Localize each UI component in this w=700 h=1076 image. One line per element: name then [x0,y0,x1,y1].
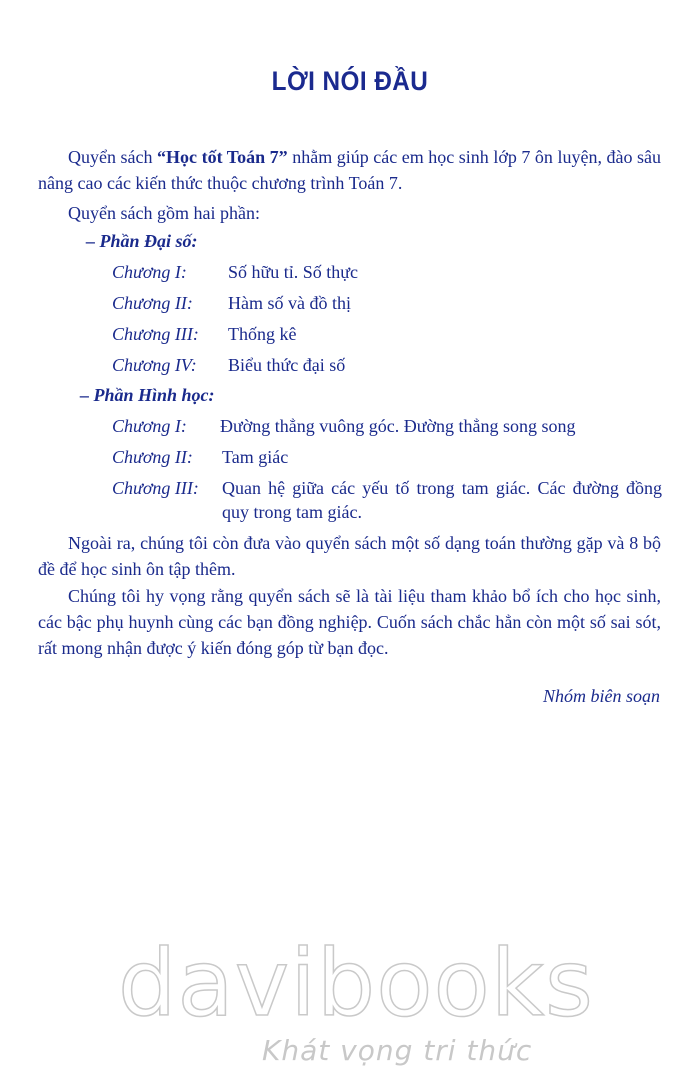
chapter-label: Chương III: [112,478,199,498]
chapter-title: Đường thẳng vuông góc. Đường thẳng song song [220,416,576,436]
chapter-title: Hàm số và đồ thị [228,293,351,313]
chapter-label: Chương II: [112,293,193,313]
algebra-heading: – Phần Đại số: [86,231,198,251]
watermark-brand: davibooks [118,930,594,1037]
extra-paragraph: Ngoài ra, chúng tôi còn đưa vào quyển sách một số dạng toán thường gặp và 8 bộ đề để học sinh ôn tập thêm. [38,533,661,579]
chapter-label: Chương I: [112,416,187,436]
chapter-title: Quan hệ giữa các yếu tố trong tam giác. Các đường đồng quy trong tam giác. [222,478,662,522]
chapter-title: Biểu thức đại số [228,355,346,375]
page-title: LỜI NÓI ĐẦU [271,66,429,96]
geometry-chapter-3 [112,476,672,526]
geometry-chapter-1 [112,414,672,438]
watermark-slogan: Khát vọng tri thức [262,1034,533,1067]
chapter-label: Chương III: [112,324,199,344]
chapter-label: Chương IV: [112,355,197,375]
geometry-chapter-2 [112,445,672,469]
algebra-chapter-2 [112,291,672,315]
watermark-logo [0,930,700,1067]
algebra-chapter-4 [112,353,672,377]
intro-paragraph [38,144,661,196]
closing-paragraph: Chúng tôi hy vọng rằng quyển sách sẽ là tài liệu tham khảo bổ ích cho học sinh, các bậc phụ huynh cùng các bạn đồng nghiệp. Cuốn sách chắc hẳn còn một số sai sót, rất mong nhận được ý kiến đóng góp từ bạn đọc. [38,586,661,658]
algebra-chapter-1 [112,260,672,284]
chapter-title: Số hữu tỉ. Số thực [228,262,359,282]
geometry-heading: – Phần Hình học: [80,385,215,405]
intro-prefix: Quyển sách [68,147,158,167]
signature: Nhóm biên soạn [543,686,660,706]
chapter-label: Chương I: [112,262,187,282]
algebra-chapter-3 [112,322,672,346]
parts-intro: Quyển sách gồm hai phần: [68,203,260,223]
intro-suffix: nhằm giúp các em học sinh lớp 7 ôn luyện, đào sâu nâng cao các kiến thức thuộc chương trình Toán 7. [38,147,661,193]
chapter-label: Chương II: [112,447,193,467]
intro-book-title: “Học tốt Toán 7” [157,147,288,167]
chapter-title: Tam giác [222,447,289,467]
chapter-title: Thống kê [228,324,297,344]
